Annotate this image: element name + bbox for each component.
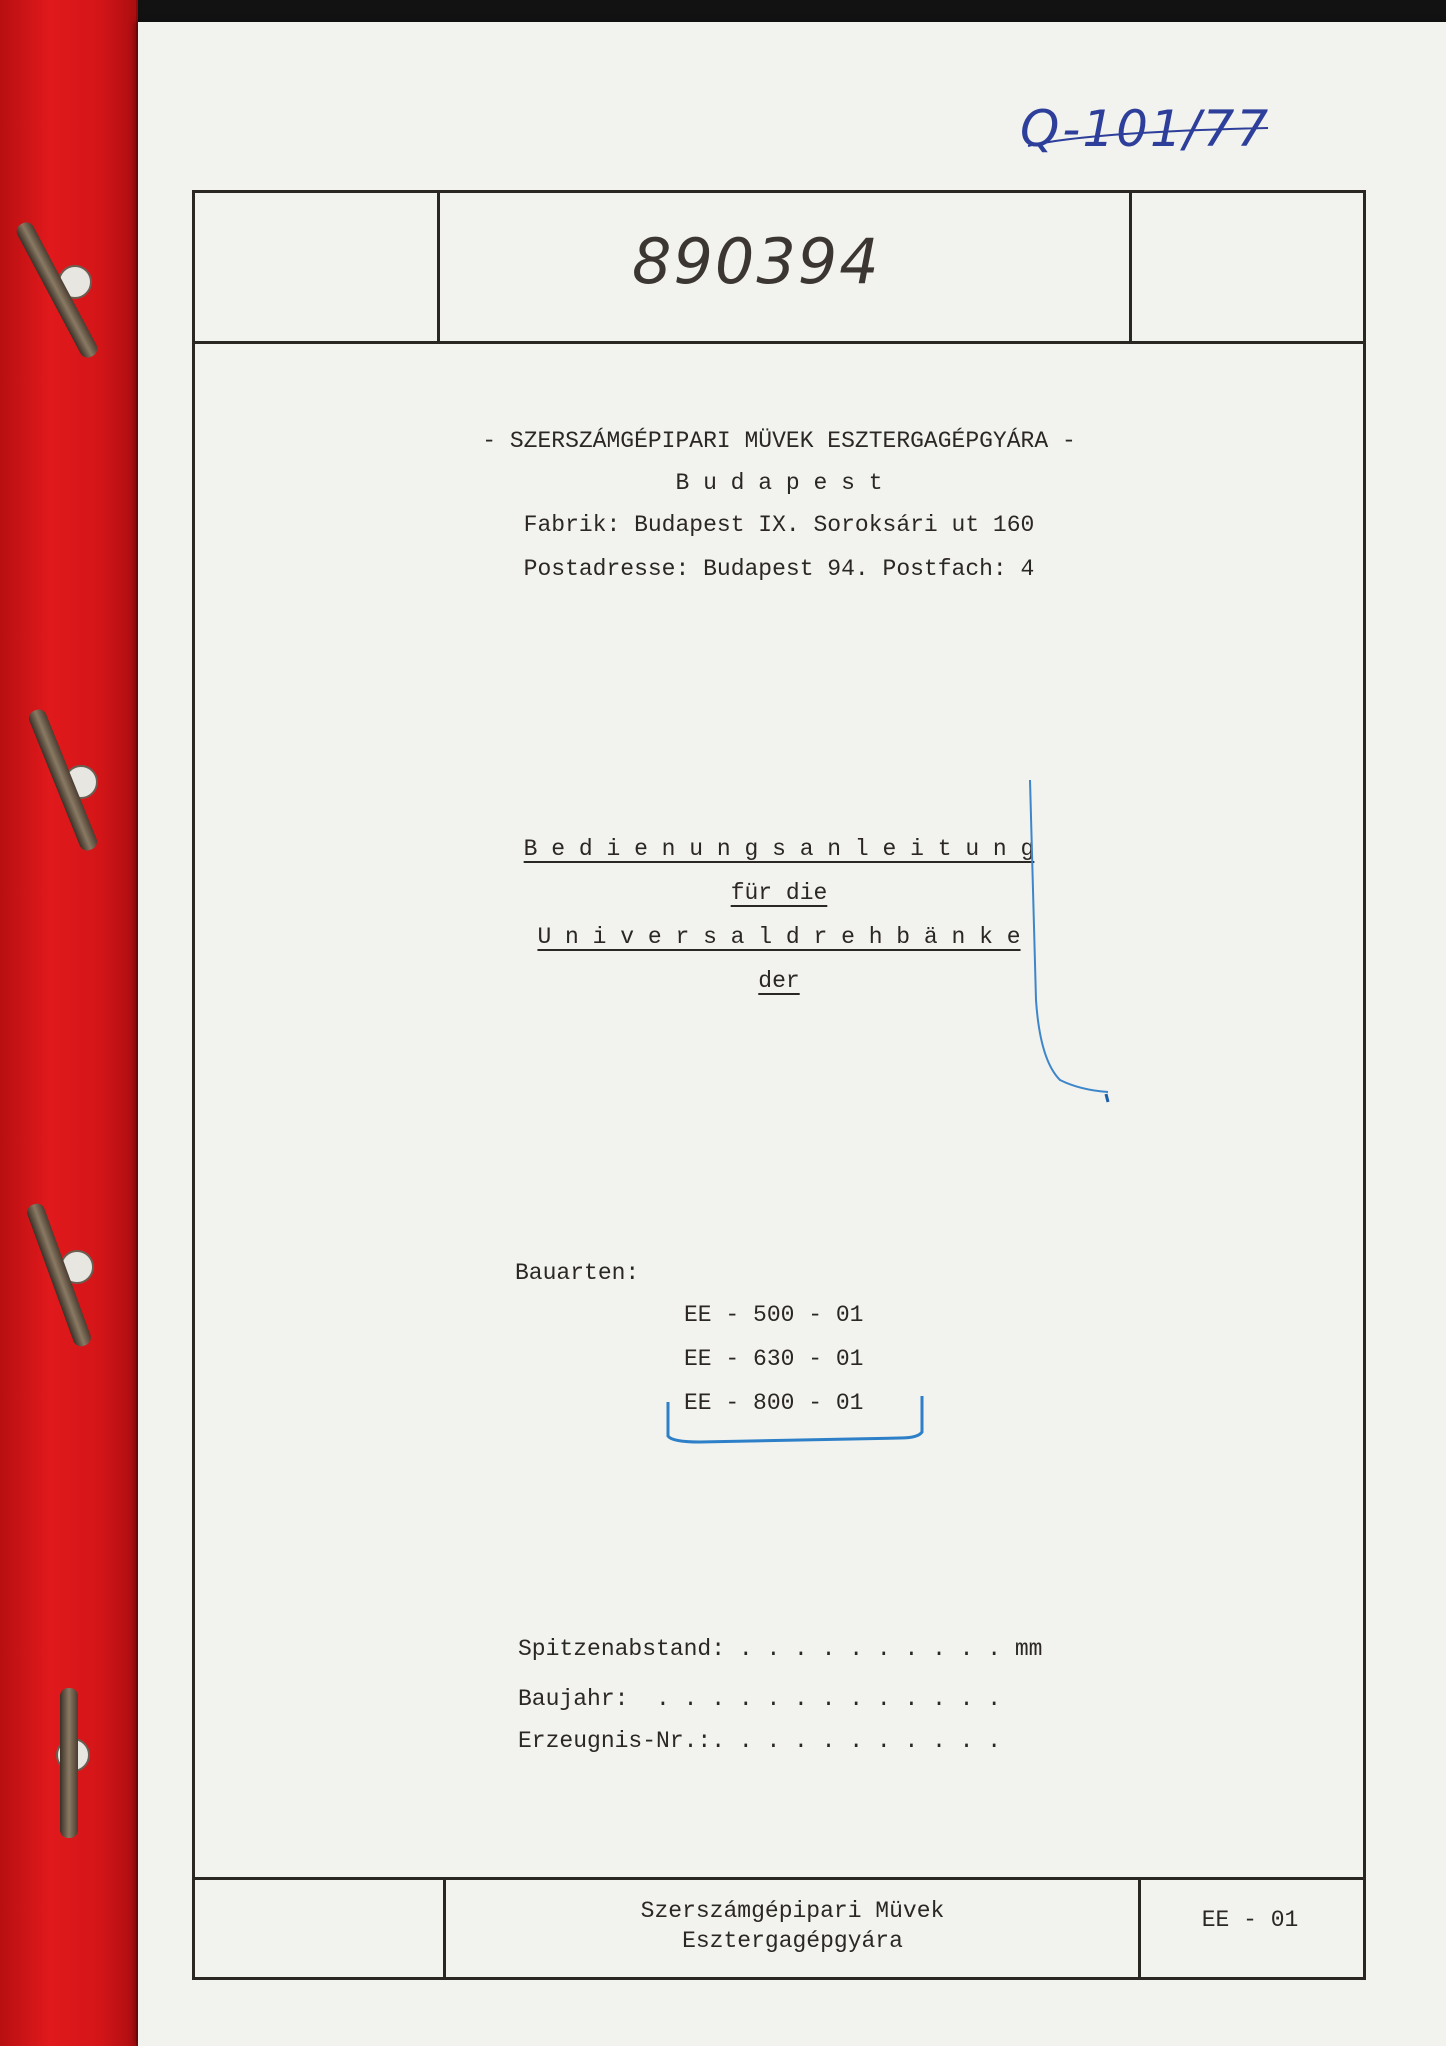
binder-clip-3 [20, 1200, 54, 1350]
clip-bar [60, 1688, 78, 1838]
title-line-2: für die [730, 880, 828, 906]
title-line-3: U n i v e r s a l d r e h b ä n k e [537, 924, 1021, 950]
title-line-1: B e d i e n u n g s a n l e i t u n g [523, 836, 1035, 862]
company-name: - SZERSZÁMGÉPIPARI MÜVEK ESZTERGAGÉPGYÁRA - [482, 428, 1076, 454]
footer-document-code: EE - 01 [1201, 1907, 1299, 1933]
field-baujahr: Baujahr: . . . . . . . . . . . . . [518, 1686, 1002, 1712]
binder-clip-1 [18, 215, 52, 365]
models-label: Bauarten: [515, 1260, 640, 1286]
footer-company-line-2: Esztergagépgyára [682, 1928, 903, 1954]
scan-border [138, 0, 1446, 22]
handwritten-reference-number: Q-101/77 [1020, 100, 1271, 158]
model-item: EE - 500 - 01 [684, 1302, 864, 1328]
binder-clip-4 [38, 1688, 72, 1838]
model-item: EE - 630 - 01 [684, 1346, 864, 1372]
factory-address: Fabrik: Budapest IX. Soroksári ut 160 [523, 512, 1035, 538]
company-city: B u d a p e s t [675, 470, 883, 496]
field-spitzenabstand: Spitzenabstand: . . . . . . . . . . mm [518, 1636, 1043, 1662]
handwritten-document-number: 890394 [632, 225, 881, 298]
field-erzeugnis: Erzeugnis-Nr.:. . . . . . . . . . . [518, 1728, 1002, 1754]
header-cell-divider [1129, 193, 1132, 341]
model-item: EE - 800 - 01 [684, 1390, 864, 1416]
header-divider [195, 341, 1363, 344]
binder-clip-2 [24, 705, 58, 855]
footer-company-line-1: Szerszámgépipari Müvek [640, 1898, 945, 1924]
header-cell-divider [437, 193, 440, 341]
postal-address: Postadresse: Budapest 94. Postfach: 4 [523, 556, 1035, 582]
title-line-4: der [758, 968, 800, 994]
red-binder [0, 0, 142, 2046]
footer-divider [195, 1877, 1363, 1880]
